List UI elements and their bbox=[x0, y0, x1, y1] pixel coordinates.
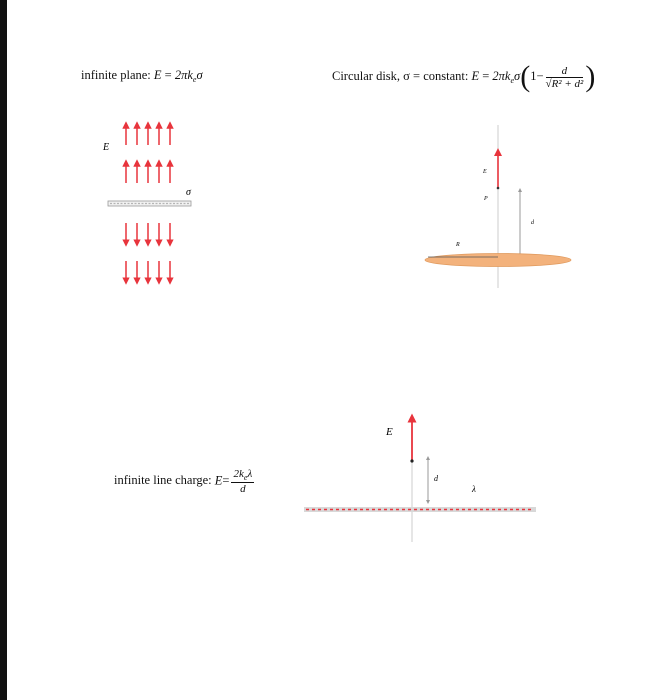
plane-formula-E: E bbox=[153, 68, 162, 82]
plane-diagram bbox=[95, 115, 205, 290]
field-arrows-down-1 bbox=[126, 223, 170, 243]
disk-field-label: E bbox=[483, 169, 487, 175]
line-diagram bbox=[300, 410, 540, 545]
line-formula-fraction bbox=[231, 468, 254, 495]
disk-formula-den: √R² + d² bbox=[545, 77, 584, 90]
line-field-label: E bbox=[386, 426, 393, 438]
disk-formula-fraction bbox=[546, 65, 584, 90]
line-distance-label: d bbox=[434, 474, 438, 483]
disk-caption-row bbox=[332, 62, 595, 92]
plane-charge-label: σ bbox=[186, 187, 191, 198]
line-caption: infinite line charge: bbox=[114, 473, 212, 488]
plane-formula-sigma: σ bbox=[196, 68, 203, 82]
line-formula-sub: e bbox=[243, 473, 248, 482]
disk-formula-sub: e bbox=[510, 75, 515, 85]
disk-formula-num: d bbox=[546, 65, 584, 78]
charged-disk bbox=[425, 254, 571, 267]
window-edge bbox=[0, 0, 7, 700]
disk-point-p bbox=[497, 187, 500, 190]
line-formula-eq: = bbox=[222, 473, 230, 488]
disk-formula-coef: 2πk bbox=[492, 68, 511, 83]
line-formula-lambda: λ bbox=[247, 468, 253, 480]
plane-field-label: E bbox=[103, 142, 110, 153]
line-formula-den: d bbox=[240, 483, 246, 495]
disk-point-label: P bbox=[484, 196, 488, 202]
disk-diagram bbox=[420, 120, 580, 290]
disk-caption: Circular disk, σ = constant: bbox=[332, 68, 469, 83]
line-point bbox=[410, 459, 413, 462]
plane-caption-row bbox=[81, 68, 203, 84]
field-arrows-up-1 bbox=[126, 125, 170, 145]
disk-formula-eq: = bbox=[482, 68, 490, 83]
line-caption-row bbox=[114, 468, 256, 495]
field-arrows-down-2 bbox=[126, 261, 170, 281]
line-formula-E: E bbox=[214, 473, 223, 488]
disk-distance-label: d bbox=[531, 220, 534, 226]
field-arrows-up-2 bbox=[126, 163, 170, 183]
disk-radius-label: R bbox=[456, 242, 460, 248]
line-charge-label: λ bbox=[472, 484, 476, 494]
disk-formula-one-minus: 1− bbox=[530, 68, 544, 83]
line-formula-num-coef: 2k bbox=[233, 468, 244, 480]
disk-formula-rparen: ) bbox=[585, 60, 596, 93]
plane-formula-eq: = bbox=[164, 68, 172, 82]
plane-formula-coef: 2πk bbox=[174, 68, 193, 82]
plane-formula-sub: e bbox=[192, 75, 197, 84]
plane-caption: infinite plane: bbox=[81, 68, 151, 82]
disk-formula-sigma: σ bbox=[514, 68, 521, 83]
disk-formula-E: E bbox=[471, 68, 480, 83]
disk-formula-lparen: ( bbox=[520, 60, 531, 93]
